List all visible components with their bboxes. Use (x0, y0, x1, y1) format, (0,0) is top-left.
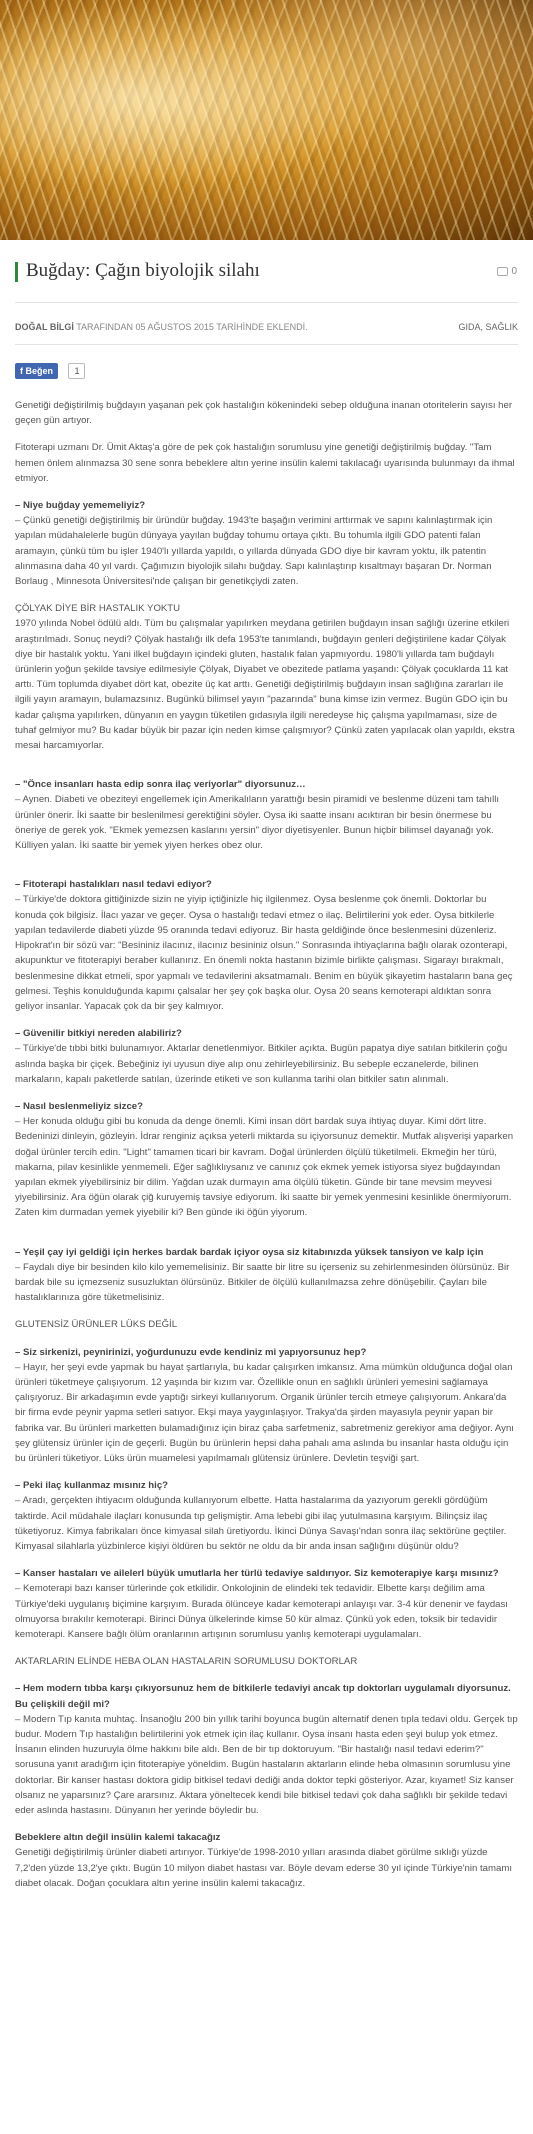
author-link[interactable]: DOĞAL BİLGİ (15, 322, 74, 332)
meta-divider (15, 344, 518, 345)
like-row (15, 363, 85, 379)
question-heading: – Hem modern tıbba karşı çıkıyorsunuz hem de bitkilerle tedaviyi ancak tıp doktorları uygulamalı diyorsunuz. Bu çelişkili değil mi? (15, 1683, 511, 1710)
answer-paragraph: – Aynen. Diabeti ve obeziteyi engellemek için Amerikalıların yarattığı besin piramidi ve beslenme düzeni tam tahıllı ürünler önerir. İki saatte bir beslenilmesi gerektiğini söyler. Oysa iki saatte insanı acıktıran bir besin önermese bu öneriye de gerek yok. "Ekmek yemezsen kaslarını yersin" diyor diyetisyenler. Bunun hiçbir bilimsel dayanağı yok. Külliyen yalan. İki saatte bir yemek yiyen herkes obez olur. (15, 794, 500, 852)
question-heading: – Kanser hastaları ve ailelerI büyük umutlarla her türlü tedaviye saldırıyor. Siz kemoterapiye karşı mısınız? (15, 1568, 499, 1580)
like-count: 1 (68, 363, 85, 379)
paragraph: 1970 yılında Nobel ödülü aldı. Tüm bu çalışmalar yapılırken meydana getirilen buğdayın insan sağlığı üzerine etkileri araştırılmadı. Sonuç neydi? Çölyak hastalığı ilk defa 1953'te tanımlandı, buğdayın genleri değiştirilene kadar Çölyak diye bir hastalık yoktu. Yani ilkel buğdayın içindeki gluten, hastalık falan yapmıyordu. 1980'li yıllarda tam buğdaylı ürünlerin yoğun şekilde tavsiye edilmesiyle Çölyak, Diyabet ve obezitede patlama yaşandı: Çölyak çocuklarda 11 kat arttı. Tüm toplumda diyabet dört kat, obezite üç kat arttı. Genetiği değiştirilmiş buğdayın insan sağlığına zararları ile ilgili yayın aramayın, bulamazsınız. Bugünkü bilimsel yayın "pazarında" buna kimse izin vermez. Bugün GDO için bu kadar çalışma yapılırken, dünyanın en yaygın tüketilen gıdasıyla ilgili neredeyse hiç çalışma yapılmaması, size de tuhaf gelmiyor mu? Bu kadar büyük bir pazar için neden kimse çalışmıyor? Çünkü zaten yapılacak olan yapıldı, ekstra mesai harcamıyorlar. (15, 618, 515, 752)
answer-paragraph: – Hayır, her şeyi evde yapmak bu hayat şartlarıyla, bu kadar çalışırken imkansız. Ama mümkün olduğunca doğal olan ürünleri tüketmeye çalışıyorum. 12 yaşında bir kızım var. Özellikle onun en sağlıklı ürünleri yemesini sağlamaya çalışıyoruz. Bir arkadaşımın evde yaptığı sirkeyi kullanıyorum. Organik ürünler tercih etmeye çalışıyorum. Ankara'da bir firma evde peynir yapma setleri satıyor. Ekşi maya yaygınlaşıyor. Trakya'da şirden mayasıyla peynir yapan bir fabrika var. Bu ürünleri marketten bulamadığınız için biraz çaba sarfetmeniz, sabretmeniz gerekiyor ama değiyor. Aynı şey glütensiz ürünler için de geçerli. Bugün bu ürünlerin hepsi daha pahalı ama aslında bu insanlar hasta olduğu için bu ürünleri tüketiyor. Lüks ürün muamelesi yapılmamalı glütensiz ürünlere. Devletin teşviği şart. (15, 1361, 514, 1464)
facebook-like-button[interactable]: f Beğen (15, 363, 58, 379)
title-accent-bar (15, 262, 18, 282)
comment-count-link[interactable] (497, 266, 517, 277)
answer-paragraph: – Faydalı diye bir besinden kilo kilo yememelisiniz. Bir saatte bir litre su içerseniz su zehirlenmesinden ölürsünüz. Bir bardak bile su içmezseniz susuzluktan ölürsünüz. Bitkiler de ölçülü kullanılmazsa zehre dönüşebilir. Çayları bile hastalıklarınıza göre tüketmelisiniz. (15, 1261, 510, 1304)
question-heading: Bebeklere altın değil insülin kalemi takacağız (15, 1832, 221, 1844)
answer-paragraph: – Türkiye'de tıbbi bitki bulunamıyor. Aktarlar denetlenmiyor. Bitkiler açıkta. Bugün papatya diye satılan bitkilerin çoğu aslında başka bir çiçek. Bebeğiniz iyi uyusun diye alıp onu zehirleyebilirsiniz. Bu sebeple eczanelerde, bilinen markaların, kapalı paketlerde satılan, üzerinde etiketi ve son kullanma tarihi olan bitkiler satın alınmalı. (15, 1043, 508, 1085)
question-heading: – Yeşil çay iyi geldiği için herkes bardak bardak içiyor oysa siz kitabınızda yüksek tansiyon ve kalp için (15, 1246, 484, 1258)
comment-count: 0 (511, 266, 517, 277)
answer-paragraph: – Modern Tıp kanıta muhtaç. İnsanoğlu 200 bin yıllık tarihi boyunca bugün alternatif denen tıpla tedavi oldu. Gerçek tıp budur. Modern Tıp hastalığın belirtilerini yok etmek için ilaç kullanır. Oysa insanı hasta eden şeyi bulup yok etmez. İnsanın elinden huzuruyla ölme hakkını bile aldı. Ben de bir tıp doktoruyum. "Bir hastalığı nasıl tedavi ederim?" sorusuna yanıt aradığım için fitoterapiye yöneldim. Bugün hastaların aktarların elinde heba olmasının sorumlusu yine doktorlar. Bir kanser hastası doktora gidip bitkisel tedavi dediği anda doktor tepki gösteriyor. Azar, kıyamet! Siz kanser olsanız ne yaparsınız? Çare ararsınız. Aktara yöneltecek kendi bile bitkisel tedavi çok daha sağlıklı bir şekilde tedavi eder aslında hastasını. Dünyanın her yerinde böyledir bu. (15, 1713, 518, 1817)
section-heading: GLUTENSİZ ÜRÜNLER LÜKS DEĞİL (15, 1319, 178, 1331)
question-heading: – Güvenilir bitkiyi nereden alabiliriz? (15, 1028, 182, 1040)
article-meta (15, 322, 518, 332)
article-title: Buğday: Çağın biyolojik silahı (26, 260, 260, 281)
question-heading: – Niye buğday yememeliyiz? (15, 500, 146, 512)
paragraph: Genetiği değiştirilmiş buğdayın yaşanan pek çok hastalığın kökenindeki sebep olduğuna inanan otoritelerin sayısı her geçen gün artıyor. (15, 400, 513, 427)
question-heading: – Fitoterapi hastalıkları nasıl tedavi ediyor? (15, 879, 212, 891)
paragraph: Fitoterapi uzmanı Dr. Ümit Aktaş'a göre de pek çok hastalığın sorumlusu yine genetiği değiştirilmiş buğday. "Tam hemen önlem alınmazsa 30 sene sonra bebeklere altın yerine insülin kalemi takılacağı uyarısında bulunmayı da ihmal etmiyor. (15, 442, 515, 484)
question-heading: – Nasıl beslenmeliyiz sizce? (15, 1100, 143, 1112)
question-heading: – Siz sirkenizi, peynirinizi, yoğurdunuzu evde kendiniz mi yapıyorsunuz hep? (15, 1346, 367, 1358)
answer-paragraph: – Aradı, gerçekten ihtiyacım olduğunda kullanıyorum elbette. Hatta hastalarıma da yazıyorum gerekli gördüğüm taktirde. Acil müdahale ilaçları konusunda tıp gelişmiştir. Ama lebebi gibi ilaç yutulmasına karşıyım. Bilinçsiz ilaç tüketiyoruz. Kimya fabrikaları önce kimyasal silah üretiyordu. İkinci Dünya Savaşı'ndan sonra ilaç sektörüne geçtiler. Kimyasal silahlarla yüzbinlerce kişiyi öldüren bu sektör ne oldu da bir anda insan sağlığını düşünür oldu? (15, 1495, 507, 1552)
answer-paragraph: – Her konuda olduğu gibi bu konuda da denge önemli. Kimi insan dört bardak suya ihtiyaç duyar. Kimi dört litre. Bedeninizi dinleyin, gözleyin. İdrar renginiz açıksa yeterli miktarda su içiyorsunuz demektir. Mutfak alışverişi yaparken doğal ürünler tercih edin. "Light" tamamen ticari bir kavram. Doğal ürünlerden ölçülü tüketilmeli. Ekmeğin her türü, makarna, pilav kesinlikle yenmemeli. Eğer sağlıklıysanız ve canınız çok ekmek yemek istiyorsa siyez buğdayından yapılan ekmek yiyebilirsiniz bir dilim. Yağdan uzak durmayın ama ölçülü tüketin. Günde bir tane mevsim meyvesi yiyebilirsiniz. Ara öğün olarak çiğ kuruyemiş tavsiye ediyorum. İki saatte bir yemek yenmesini kesinlikle önermiyorum. Zaten kim durmadan yemek yiyebilir ki? Ben günde iki öğün yiyorum. (15, 1116, 514, 1219)
section-heading: ÇÖLYAK DİYE BİR HASTALIK YOKTU (15, 603, 181, 615)
question-heading: – Peki ilaç kullanmaz mısınız hiç? (15, 1480, 169, 1492)
answer-paragraph: – Kemoterapi bazı kanser türlerinde çok etkilidir. Onkolojinin de elindeki tek tedavidir. Elbette karşı değilim ama Türkiye'deki uygulanış biçimine karşıyım. Burada ölünceye kadar kemoterapi anlayışı var. 3-4 kür denenir ve faydası olmuyorsa bırakılır kemoterapi. Birinci Dünya ülkelerinde kimse 50 kür almaz. Çünkü yok eden, toksik bir tedavidir kemoterapi. Kansere bağlı ölüm oranlarının artışının sorumlusu yanlış kemoterapi uygulamaları. (15, 1583, 508, 1641)
category-links[interactable]: GIDA, SAĞLIK (458, 322, 518, 332)
title-row (0, 258, 533, 288)
hero-image-light (0, 0, 533, 240)
section-heading: AKTARLARIN ELİNDE HEBA OLAN HASTALARIN SORUMLUSU DOKTORLAR (15, 1656, 358, 1668)
answer-paragraph: – Türkiye'de doktora gittiğinizde sizin ne yiyip içtiğinizle hiç ilgilenmez. Oysa beslenme çok önemli. Doktorlar bu konuda çok bilgisiz. İlacı yazar ve geçer. Oysa o hastalığı tedavi etmez o ilaç. Belirtilerini yok eder. Oysa bitkilerle yapılan tedavilerde diabeti yüzde 95 oranında tedavi ediyoruz. Bir hasta geldiğinde önce beslenmesini düzenleriz. Hipokrat'ın bir sözü var: "Besininiz ilacınız, ilacınız besininiz olsun." Sonrasında ihtiyaçlarına bağlı olarak ozonterapi, akupunktur ve fitoterapiyi beraber kullanırız. En önemli nokta hastanın bizimle birlikte çalışması. Sigarayı bırakmalı, beslenmesine dikkat etmeli, spor yapmalı ve tedavilerini aksatmamalı. Benim en büyük şikayetim hastaların bana geç gelmesi. Teşhis konulduğunda kapımı çalsalar her şey çok başka olur. Oysa 20 seans kemoterapi aldıktan sonra geliyor insanlar. Yapacak çok da bir şey kalmıyor. (15, 894, 513, 1012)
answer-paragraph: Genetiği değiştirilmiş ürünler diabeti artırıyor. Türkiye'de 1998-2010 yılları arasında diabet görülme sıklığı yüzde 7,2'den yüzde 13,2'ye çıktı. Bugün 10 milyon diabet hastası var. Böyle devam ederse 30 yıl içinde Türkiye'nin tamamı diabet olacak. Doğan çocuklara altın yerine insülin kalemi takacağız. (15, 1847, 513, 1889)
like-label: Beğen (25, 366, 54, 376)
article-body (15, 398, 518, 1903)
title-divider (15, 302, 518, 303)
question-heading: – "Önce insanları hasta edip sonra ilaç veriyorlar" diyorsunuz… (15, 779, 306, 791)
answer-paragraph: – Çünkü genetiği değiştirilmiş bir üründür buğday. 1943'te başağın verimini arttırmak ve sapını kalınlaştırmak için yapılan müdahalelerle bugün dünyaya yayılan buğday tohumu ortaya çıktı. Bu tohumla ilgili GDO patenti falan aramayın, çünkü tüm bu işler 1940'lı yıllarda yapıldı, o yıllarda dünyada GDO diye bir kavram yoktu, ilk patentin alınmasına daha 40 yıl vardı. Çağımızın biyolojik silahı buğday. Sapı kalınlaştırıp kısaltmayı başaran Dr. Norman Borlaug , Minnesota Üniversitesi'nde çalışan bir genetikçiydi zaten. (15, 515, 493, 588)
comment-icon (497, 267, 508, 276)
post-date: TARAFINDAN 05 AĞUSTOS 2015 TARİHİNDE EKLENDİ. (76, 322, 308, 332)
hero-wheat-image (0, 0, 533, 240)
